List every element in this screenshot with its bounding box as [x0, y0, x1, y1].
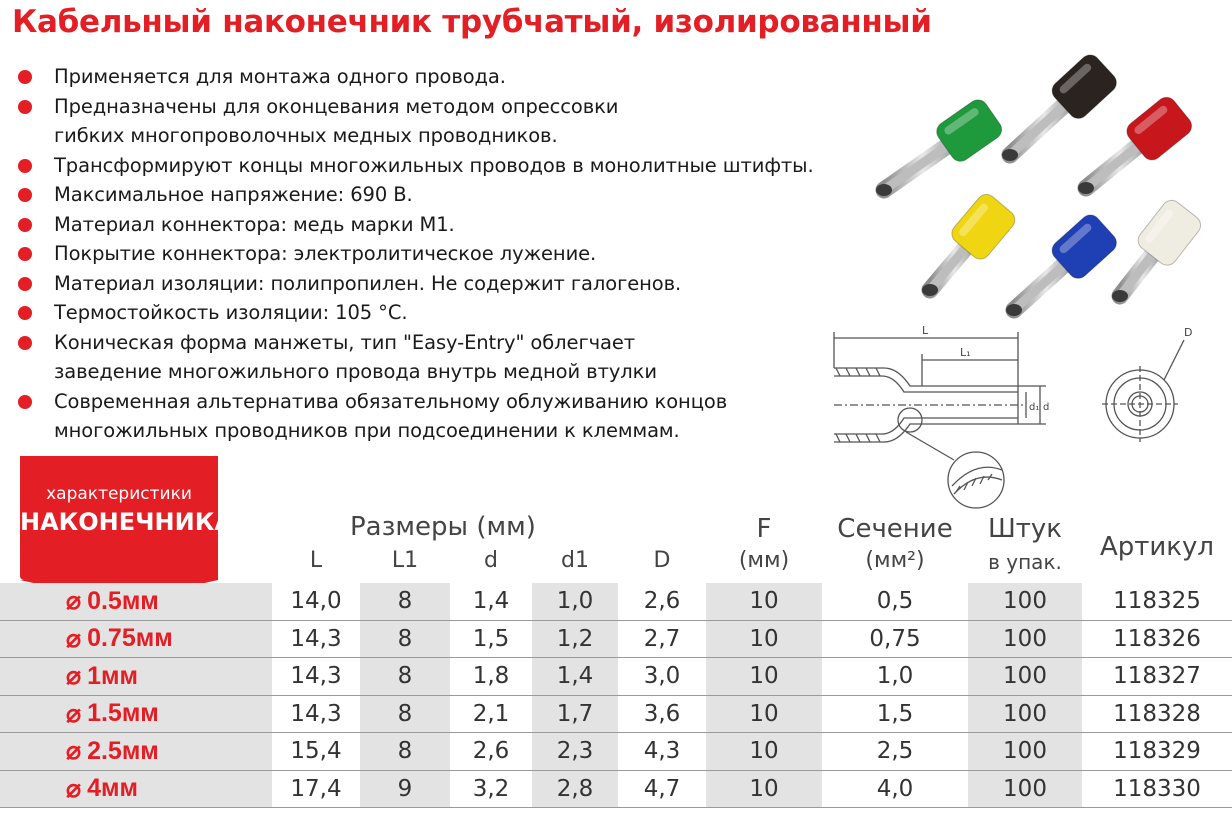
bullet-dot: [18, 306, 32, 320]
cell-F: 10: [706, 696, 822, 733]
ferrule-image: [876, 96, 1006, 196]
cell-section: 1,5: [876, 700, 914, 727]
cell-article: 118330: [1113, 775, 1201, 802]
feature-text: Покрытие коннектора: электролитическое лужение.: [54, 242, 597, 265]
ferrules-photo: [860, 40, 1232, 330]
header-F: F: [756, 514, 772, 544]
cell-qty: 100: [968, 696, 1082, 733]
header-F-unit: (мм): [738, 548, 790, 573]
dim-label-d: d: [1043, 402, 1050, 413]
cell-L1: 8: [360, 658, 450, 695]
feature-text: Коническая форма манжеты, тип "Easy-Entry" облегчает: [54, 330, 636, 354]
cell-section: 0,75: [869, 625, 921, 652]
table-row: [0, 658, 1232, 696]
cell-section: 0,5: [876, 588, 914, 615]
cell-d: 1,4: [472, 588, 510, 615]
ferrule-image: [1078, 93, 1196, 194]
ferrule-image: [1006, 211, 1121, 316]
bullet-dot: [18, 188, 32, 202]
size-label: 0.75мм: [87, 624, 173, 653]
header-qty-sub: в упак.: [988, 550, 1062, 574]
feature-text: Термостойкость изоляции: 105 °С.: [54, 301, 408, 324]
cell-size: [0, 696, 272, 733]
feature-item: [18, 328, 838, 387]
cell-size: [0, 621, 272, 658]
page-title: Кабельный наконечник трубчатый, изолированный: [12, 4, 932, 40]
cell-article: 118328: [1113, 700, 1201, 727]
size-label: 2.5мм: [87, 736, 159, 765]
cell-article: 118326: [1113, 625, 1201, 652]
diameter-icon: ⌀: [66, 624, 82, 653]
cell-L1: 8: [360, 583, 450, 620]
cell-L1: 9: [360, 771, 450, 808]
feature-text: Предназначены для оконцевания методом опрессовки: [54, 94, 619, 118]
dim-label-L: L: [922, 324, 929, 337]
cell-size: [0, 583, 272, 620]
cell-qty: 100: [968, 583, 1082, 620]
cell-article: 118329: [1113, 738, 1201, 765]
dim-label-d1: d₁: [1029, 402, 1040, 413]
feature-text: Материал коннектора: медь марки М1.: [54, 212, 455, 236]
cell-L1: 8: [360, 696, 450, 733]
cell-d1: 1,2: [532, 621, 618, 658]
diameter-icon: ⌀: [66, 737, 82, 766]
bullet-dot: [18, 218, 32, 232]
cell-section: 4,0: [876, 775, 914, 802]
badge-line-2: НАКОНЕЧНИКА: [20, 508, 233, 536]
header-section: Сечение: [837, 514, 953, 544]
cell-D: 2,6: [643, 588, 681, 615]
feature-item: [18, 62, 838, 92]
feature-item: [18, 387, 838, 446]
bullet-dot: [18, 159, 32, 173]
bullet-dot: [18, 277, 32, 291]
cell-qty: 100: [968, 771, 1082, 808]
header-L1: L1: [391, 548, 419, 573]
cell-L: 14,3: [290, 663, 342, 690]
header-article: Артикул: [1099, 532, 1215, 562]
cell-L: 14,3: [290, 700, 342, 727]
size-label: 4мм: [87, 774, 138, 803]
feature-text: Применяется для монтажа одного провода.: [54, 65, 506, 88]
cell-d: 3,2: [472, 775, 510, 802]
cell-D: 4,3: [643, 738, 681, 765]
feature-text: Материал изоляции: полипропилен. Не содержит галогенов.: [54, 271, 682, 295]
cell-d: 2,1: [472, 700, 510, 727]
cell-d: 2,6: [472, 738, 510, 765]
cell-D: 3,0: [643, 663, 681, 690]
cell-F: 10: [706, 733, 822, 770]
cell-d: 1,8: [472, 663, 510, 690]
dim-label-D: D: [1184, 326, 1193, 339]
cell-d: 1,5: [472, 625, 510, 652]
cell-article: 118325: [1113, 588, 1201, 615]
header-sizes: Размеры (мм): [350, 512, 536, 542]
table-row: [0, 733, 1232, 771]
feature-text: Трансформируют концы многожильных проводов в монолитные штифты.: [54, 153, 814, 177]
bullet-dot: [18, 70, 32, 84]
cell-D: 2,7: [643, 625, 681, 652]
feature-text: заведение многожильного провода внутрь медной втулки: [54, 360, 657, 383]
cell-d1: 1,0: [532, 583, 618, 620]
size-label: 0.5мм: [87, 586, 159, 615]
feature-item: [18, 151, 838, 181]
characteristics-badge: [20, 456, 233, 580]
cell-L1: 8: [360, 733, 450, 770]
cell-F: 10: [706, 621, 822, 658]
header-section-unit: (мм²): [865, 548, 925, 573]
feature-text: многожильных проводников при подсоединении к клеммам.: [54, 419, 680, 442]
cell-F: 10: [706, 658, 822, 695]
bullet-dot: [18, 247, 32, 261]
feature-list: [18, 62, 838, 446]
header-d1: d1: [561, 548, 589, 573]
cell-L: 15,4: [290, 738, 342, 765]
feature-item: [18, 210, 838, 240]
diameter-icon: ⌀: [66, 587, 82, 616]
cell-article: 118327: [1113, 663, 1201, 690]
bullet-dot: [18, 395, 32, 409]
feature-text: Современная альтернатива обязательному облуживанию концов: [54, 389, 728, 413]
feature-item: [18, 298, 838, 328]
cell-D: 4,7: [643, 775, 681, 802]
cell-D: 3,6: [643, 700, 681, 727]
table-row: [0, 583, 1232, 621]
cell-L: 17,4: [290, 775, 342, 802]
cell-L: 14,3: [290, 625, 342, 652]
header-D: D: [653, 548, 671, 573]
header-qty: Штук: [987, 514, 1063, 544]
badge-line-1: характеристики: [46, 484, 192, 504]
ferrule-image: [922, 190, 1019, 296]
cell-qty: 100: [968, 733, 1082, 770]
cell-L1: 8: [360, 621, 450, 658]
diameter-icon: ⌀: [66, 699, 82, 728]
cell-size: [0, 733, 272, 770]
specs-table: [0, 583, 1232, 808]
diameter-icon: ⌀: [66, 662, 82, 691]
ferrule-image: [1112, 196, 1205, 302]
cell-size: [0, 771, 272, 808]
ferrule-image: [1002, 51, 1121, 161]
feature-item: [18, 239, 838, 269]
cell-size: [0, 658, 272, 695]
cell-section: 2,5: [876, 738, 914, 765]
feature-item: [18, 269, 838, 299]
size-label: 1мм: [87, 661, 138, 690]
cell-d1: 2,8: [532, 771, 618, 808]
feature-text: гибких многопроволочных медных проводников.: [54, 124, 558, 147]
cell-d1: 1,7: [532, 696, 618, 733]
feature-item: [18, 180, 838, 210]
table-row: [0, 696, 1232, 734]
bullet-dot: [18, 100, 32, 114]
table-row: [0, 621, 1232, 659]
cell-F: 10: [706, 771, 822, 808]
cell-section: 1,0: [876, 663, 914, 690]
size-label: 1.5мм: [87, 699, 159, 728]
feature-item: [18, 92, 838, 151]
header-d: d: [484, 548, 498, 573]
cell-d1: 2,3: [532, 733, 618, 770]
dim-label-L1: L₁: [960, 346, 971, 359]
header-L: L: [309, 548, 323, 573]
cell-qty: 100: [968, 658, 1082, 695]
cell-F: 10: [706, 583, 822, 620]
cell-L: 14,0: [290, 588, 342, 615]
bullet-dot: [18, 336, 32, 350]
feature-text: Максимальное напряжение: 690 В.: [54, 183, 413, 206]
diameter-icon: ⌀: [66, 774, 82, 803]
cell-qty: 100: [968, 621, 1082, 658]
cell-d1: 1,4: [532, 658, 618, 695]
ferrule-technical-drawing: [826, 320, 1232, 512]
table-row: [0, 771, 1232, 809]
